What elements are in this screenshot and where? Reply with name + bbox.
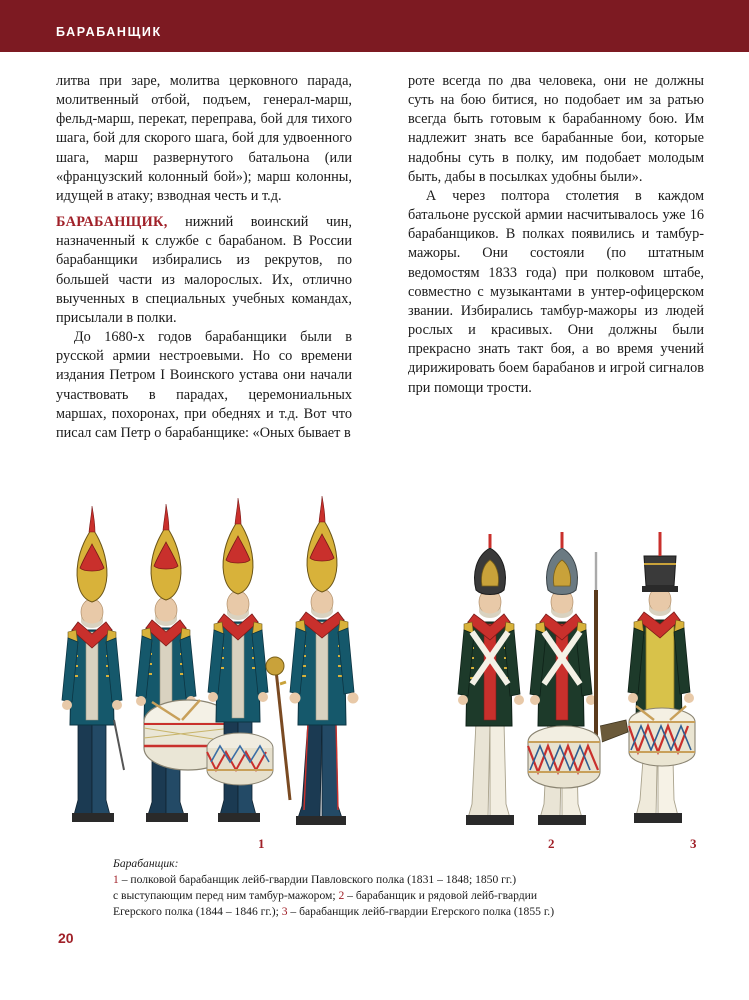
left-text-column	[56, 72, 352, 443]
figure-number-3: 3	[690, 836, 697, 851]
page-header-bar	[0, 0, 749, 52]
drum-figure-2	[528, 720, 628, 788]
entry-definition: нижний воинский чин, назначенный к службе с барабаном. В России барабанщики избирались из рекрутов, по большей части из малорослых. Их, отлично выученных в специальных учебных командах, присылали в полки.	[56, 214, 353, 326]
caption-title-line	[113, 856, 673, 872]
right-text-column	[408, 72, 704, 398]
caption-line-2	[113, 888, 673, 904]
figure-1c	[207, 498, 273, 822]
illustration-plate	[40, 470, 710, 845]
caption-text-2b: – барабанщик и рядовой лейб-гвардии	[344, 888, 538, 902]
paragraph-left-1: литва при заре, молитва церковного парада, молитвенный отбой, подъем, генерал-марш, фельд-марш, перекат, переправа, бой для тихого шага, бой для скорого шага, бой для удвоенного шага, марш развернутого батальона (или «французский колонный бой»); марш колонны, идущей в атаку; взводная честь и т.д.	[56, 73, 352, 204]
entry-term: БАРАБАНЩИК,	[56, 214, 168, 231]
figure-number-1: 1	[258, 836, 265, 851]
caption-ref-1: 1	[113, 872, 119, 886]
caption-text-1: – полковой барабанщик лейб-гвардии Павловского полка (1831 – 1848; 1850 гг.)	[118, 872, 517, 886]
paragraph-right-2: А через полтора столетия в каждом батальоне русской армии насчитывалось уже 16 барабанщиков. В полках появились и тамбур-мажоры. Они состояли (по штатным ведомостям 1833 года) при полковом штабе, совместно с музыкантами в унтер-офицерском звании. Избирались тамбур-мажоры из людей рослых и красивых. Они должны были прекрасно знать такт боя, а во время учений дирижировать боем барабанов и игрой сигналов при помощи трости.	[408, 187, 704, 396]
figure-3	[628, 532, 695, 823]
figure-1d	[266, 496, 359, 825]
caption-text-3b: – барабанщик лейб-гвардии Егерского полка (1855 г.)	[287, 904, 555, 918]
figure-1a	[62, 506, 124, 822]
figure-caption	[113, 856, 673, 920]
figure-2a	[458, 534, 524, 825]
figure-2b	[528, 532, 628, 825]
page-number: 20	[58, 930, 74, 946]
caption-line-3	[113, 904, 673, 920]
figure-number-2: 2	[548, 836, 555, 851]
paragraph-left-2	[56, 213, 352, 328]
drum-figure-3	[629, 706, 695, 766]
caption-ref-2: 2	[338, 888, 345, 902]
caption-text-2a: с выступающим перед ним тамбур-мажором;	[113, 888, 339, 902]
paragraph-left-3: До 1680-х годов барабанщики были в русской армии нестроевыми. Но со времени издания Петром I Воинского устава они начали участвовать в парадах, церемониальных маршах, похоронах, при обеднях и т.д. Вот что писал сам Петр о барабанщике: «Оных бывает в	[56, 329, 352, 441]
page-header-title: БАРАБАНЩИК	[56, 25, 162, 39]
caption-text-3a: Егерского полка (1844 – 1846 гг.);	[113, 904, 282, 918]
caption-ref-3: 3	[281, 904, 288, 918]
caption-line-1	[113, 872, 673, 888]
caption-title: Барабанщик:	[113, 857, 179, 870]
paragraph-right-1: роте всегда по два человека, они не должны суть на бою битися, но подобает им за ратью всегда быть готовым к барабанному бою. Им надлежит знать все барабанные бои, которые надобны суть в полку, им подобает молодым быть, дабы в посылках удобны были».	[408, 73, 704, 185]
drum-figure-1c	[207, 733, 273, 785]
drummers-illustration	[40, 470, 710, 845]
